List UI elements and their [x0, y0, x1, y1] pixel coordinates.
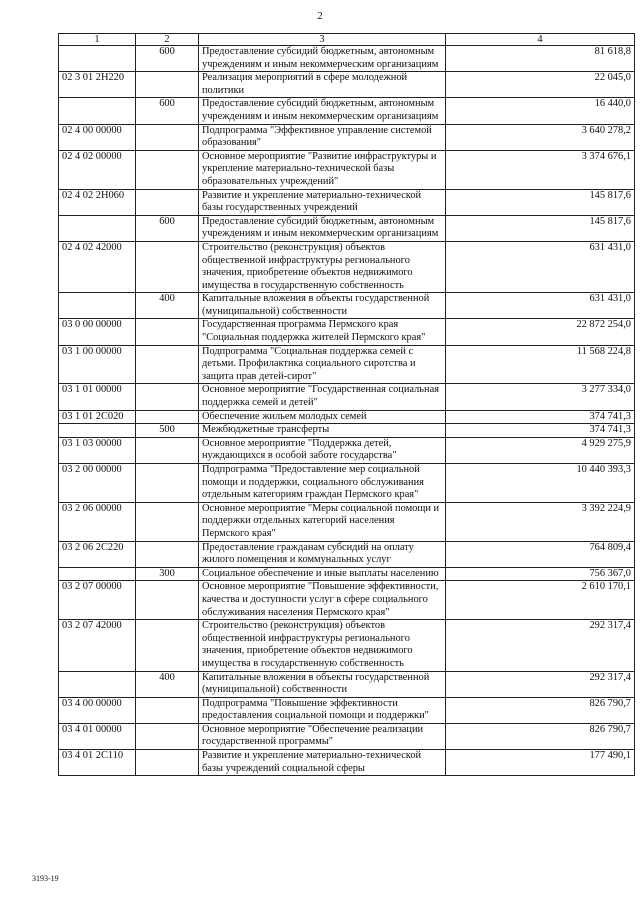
amount-cell: 4 929 275,9 [446, 437, 635, 463]
code-cell [59, 567, 136, 581]
expense-type-cell [136, 384, 199, 410]
expense-type-cell: 300 [136, 567, 199, 581]
name-cell: Основное мероприятие "Поддержка детей, нуждающихся в особой заботе государства" [199, 437, 446, 463]
name-cell: Подпрограмма "Предоставление мер социальной помощи и поддержки, социального обслуживания отдельным категориям граждан Пермского края" [199, 464, 446, 503]
name-cell: Предоставление субсидий бюджетным, автономным учреждениям и иным некоммерческим организациям [199, 215, 446, 241]
name-cell: Предоставление субсидий бюджетным, автономным учреждениям и иным некоммерческим организациям [199, 98, 446, 124]
code-cell: 02 4 02 00000 [59, 150, 136, 189]
code-cell: 03 4 01 2С110 [59, 750, 136, 776]
amount-cell: 81 618,8 [446, 46, 635, 72]
table-row [59, 697, 635, 723]
amount-cell: 3 374 676,1 [446, 150, 635, 189]
expense-type-cell [136, 189, 199, 215]
table-row [59, 620, 635, 671]
table-row [59, 46, 635, 72]
amount-cell: 22 872 254,0 [446, 319, 635, 345]
expense-type-cell [136, 124, 199, 150]
expense-type-cell [136, 150, 199, 189]
code-cell: 03 2 00 00000 [59, 464, 136, 503]
code-cell: 03 1 01 2С020 [59, 410, 136, 424]
code-cell [59, 424, 136, 438]
expense-type-cell [136, 502, 199, 541]
name-cell: Государственная программа Пермского края "Социальная поддержка жителей Пермского края" [199, 319, 446, 345]
expense-type-cell [136, 541, 199, 567]
amount-cell: 145 817,6 [446, 189, 635, 215]
name-cell: Основное мероприятие "Развитие инфраструктуры и укрепление материально-технической базы образовательных учреждений" [199, 150, 446, 189]
amount-cell: 374 741,3 [446, 410, 635, 424]
code-cell: 03 1 00 00000 [59, 345, 136, 384]
name-cell: Основное мероприятие "Повышение эффективности, качества и доступности услуг в сфере социального обслуживания населения Пермского края" [199, 581, 446, 620]
amount-cell: 145 817,6 [446, 215, 635, 241]
code-cell: 02 3 01 2Н220 [59, 72, 136, 98]
table-row [59, 750, 635, 776]
name-cell: Предоставление гражданам субсидий на оплату жилого помещения и коммунальных услуг [199, 541, 446, 567]
expense-type-cell [136, 464, 199, 503]
amount-cell: 826 790,7 [446, 697, 635, 723]
amount-cell: 631 431,0 [446, 241, 635, 292]
amount-cell: 374 741,3 [446, 424, 635, 438]
table-row [59, 319, 635, 345]
amount-cell: 826 790,7 [446, 723, 635, 749]
table-row [59, 410, 635, 424]
amount-cell: 16 440,0 [446, 98, 635, 124]
column-header-1: 1 [59, 34, 136, 46]
table-body [59, 46, 635, 776]
code-cell [59, 671, 136, 697]
table-row [59, 581, 635, 620]
code-cell: 02 4 00 00000 [59, 124, 136, 150]
amount-cell: 292 317,4 [446, 671, 635, 697]
column-header-3: 3 [199, 34, 446, 46]
expense-type-cell [136, 345, 199, 384]
expense-type-cell: 400 [136, 671, 199, 697]
table-row [59, 437, 635, 463]
name-cell: Развитие и укрепление материально-технической базы учреждений социальной сферы [199, 750, 446, 776]
table-row [59, 293, 635, 319]
name-cell: Социальное обеспечение и иные выплаты населению [199, 567, 446, 581]
table-row [59, 723, 635, 749]
expense-type-cell [136, 319, 199, 345]
expense-type-cell: 400 [136, 293, 199, 319]
budget-table [58, 33, 635, 776]
code-cell [59, 46, 136, 72]
amount-cell: 10 440 393,3 [446, 464, 635, 503]
table-row [59, 464, 635, 503]
code-cell [59, 98, 136, 124]
name-cell: Основное мероприятие "Меры социальной помощи и поддержки отдельных категорий населения Пермского края" [199, 502, 446, 541]
amount-cell: 631 431,0 [446, 293, 635, 319]
expense-type-cell [136, 410, 199, 424]
table-row [59, 567, 635, 581]
name-cell: Основное мероприятие "Обеспечение реализации государственной программы" [199, 723, 446, 749]
code-cell: 03 1 01 00000 [59, 384, 136, 410]
amount-cell: 177 490,1 [446, 750, 635, 776]
name-cell: Реализация мероприятий в сфере молодежной политики [199, 72, 446, 98]
code-cell: 03 2 07 00000 [59, 581, 136, 620]
name-cell: Межбюджетные трансферты [199, 424, 446, 438]
name-cell: Подпрограмма "Эффективное управление системой образования" [199, 124, 446, 150]
table-row [59, 72, 635, 98]
table-row [59, 502, 635, 541]
code-cell: 03 1 03 00000 [59, 437, 136, 463]
table-row [59, 124, 635, 150]
amount-cell: 11 568 224,8 [446, 345, 635, 384]
expense-type-cell [136, 750, 199, 776]
table-row [59, 424, 635, 438]
table-row [59, 541, 635, 567]
name-cell: Капитальные вложения в объекты государственной (муниципальной) собственности [199, 671, 446, 697]
code-cell: 03 0 00 00000 [59, 319, 136, 345]
amount-cell: 22 045,0 [446, 72, 635, 98]
expense-type-cell [136, 723, 199, 749]
expense-type-cell [136, 437, 199, 463]
amount-cell: 756 367,0 [446, 567, 635, 581]
column-header-2: 2 [136, 34, 199, 46]
expense-type-cell: 500 [136, 424, 199, 438]
expense-type-cell [136, 72, 199, 98]
name-cell: Строительство (реконструкция) объектов общественной инфраструктуры регионального значения, приобретение объектов недвижимого имущества в государственную собственность [199, 620, 446, 671]
code-cell: 03 2 07 42000 [59, 620, 136, 671]
expense-type-cell [136, 620, 199, 671]
name-cell: Развитие и укрепление материально-технической базы государственных учреждений [199, 189, 446, 215]
table-row [59, 215, 635, 241]
code-cell [59, 293, 136, 319]
amount-cell: 292 317,4 [446, 620, 635, 671]
column-header-row [59, 34, 635, 46]
name-cell: Подпрограмма "Социальная поддержка семей с детьми. Профилактика социального сиротства и защита прав детей-сирот" [199, 345, 446, 384]
name-cell: Строительство (реконструкция) объектов общественной инфраструктуры регионального значения, приобретение объектов недвижимого имущества в государственную собственность [199, 241, 446, 292]
amount-cell: 3 640 278,2 [446, 124, 635, 150]
amount-cell: 764 809,4 [446, 541, 635, 567]
expense-type-cell [136, 241, 199, 292]
expense-type-cell: 600 [136, 98, 199, 124]
page-number: 2 [317, 10, 323, 22]
code-cell: 03 2 06 00000 [59, 502, 136, 541]
expense-type-cell [136, 697, 199, 723]
table-row [59, 150, 635, 189]
amount-cell: 2 610 170,1 [446, 581, 635, 620]
table-row [59, 98, 635, 124]
name-cell: Капитальные вложения в объекты государственной (муниципальной) собственности [199, 293, 446, 319]
table-row [59, 384, 635, 410]
code-cell: 03 2 06 2С220 [59, 541, 136, 567]
name-cell: Основное мероприятие "Государственная социальная поддержка семей и детей" [199, 384, 446, 410]
code-cell: 03 4 00 00000 [59, 697, 136, 723]
amount-cell: 3 392 224,9 [446, 502, 635, 541]
name-cell: Предоставление субсидий бюджетным, автономным учреждениям и иным некоммерческим организациям [199, 46, 446, 72]
code-cell: 02 4 02 42000 [59, 241, 136, 292]
table-row [59, 241, 635, 292]
expense-type-cell: 600 [136, 46, 199, 72]
expense-type-cell [136, 581, 199, 620]
amount-cell: 3 277 334,0 [446, 384, 635, 410]
table-row [59, 671, 635, 697]
code-cell: 02 4 02 2Н060 [59, 189, 136, 215]
expense-type-cell: 600 [136, 215, 199, 241]
table-row [59, 189, 635, 215]
name-cell: Обеспечение жильем молодых семей [199, 410, 446, 424]
code-cell: 03 4 01 00000 [59, 723, 136, 749]
table-row [59, 345, 635, 384]
code-cell [59, 215, 136, 241]
column-header-4: 4 [446, 34, 635, 46]
document-code: 3193-19 [32, 874, 59, 883]
name-cell: Подпрограмма "Повышение эффективности предоставления социальной помощи и поддержки" [199, 697, 446, 723]
